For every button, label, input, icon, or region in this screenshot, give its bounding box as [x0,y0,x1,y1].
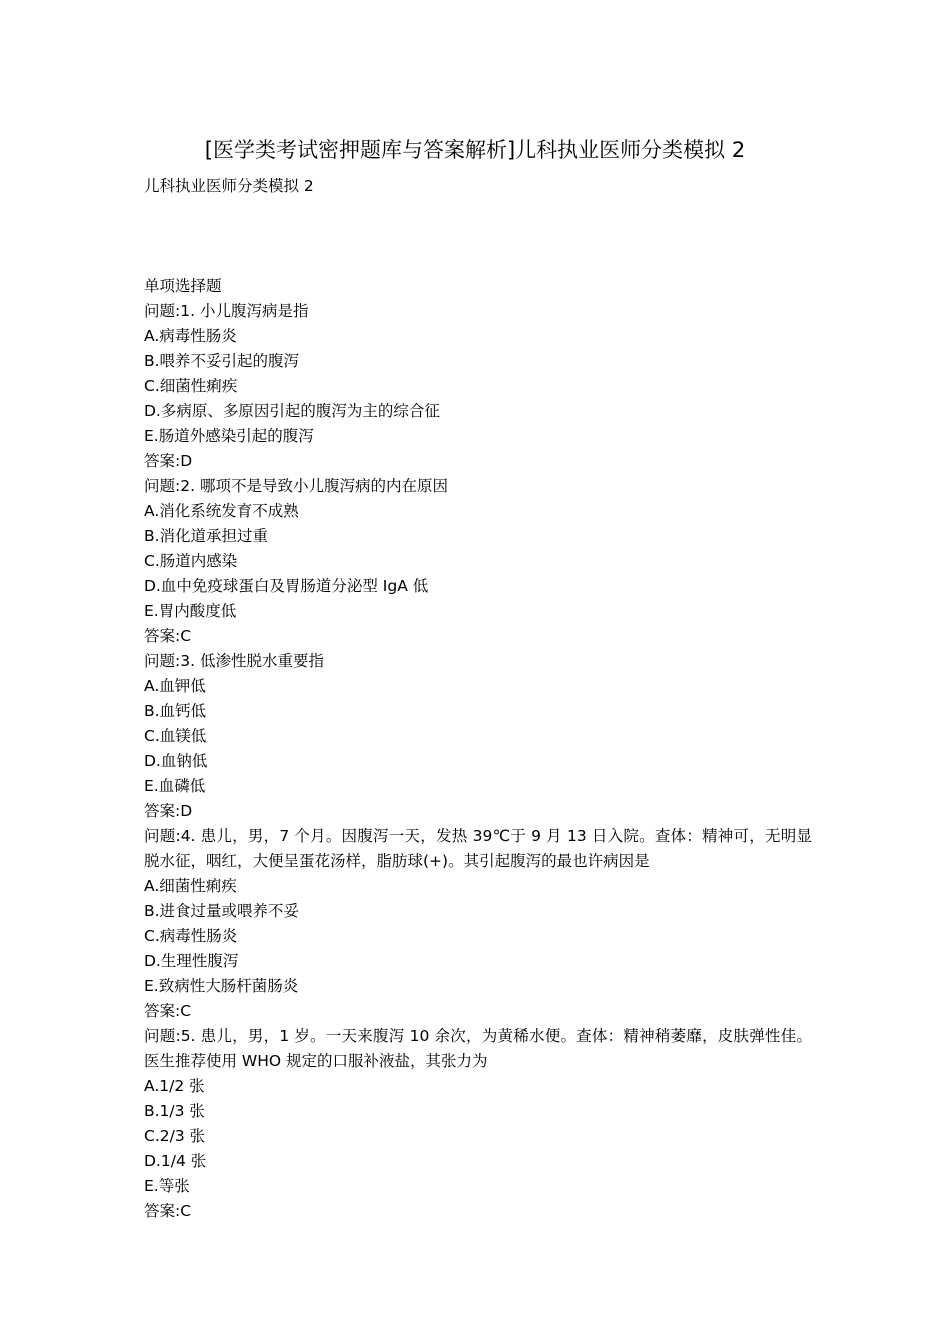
question-stem: 问题:2. 哪项不是导致小儿腹泻病的内在原因 [144,477,448,495]
option-a: A.消化系统发育不成熟 [144,502,299,520]
option-a: A.1/2 张 [144,1077,205,1095]
option-e: E.等张 [144,1177,190,1195]
option-c: C.细菌性痢疾 [144,377,238,395]
option-a: A.病毒性肠炎 [144,327,237,345]
option-b: B.1/3 张 [144,1102,205,1120]
section-heading: 单项选择题 [144,277,222,295]
option-b: B.血钙低 [144,702,207,720]
option-c: C.2/3 张 [144,1127,206,1145]
option-b: B.喂养不妥引起的腹泻 [144,352,300,370]
option-c: C.病毒性肠炎 [144,927,238,945]
option-e: E.肠道外感染引起的腹泻 [144,427,314,445]
question-list [144,274,812,1224]
document-title: [医学类考试密押题库与答案解析]儿科执业医师分类模拟 2 [204,138,746,162]
option-b: B.消化道承担过重 [144,527,269,545]
option-e: E.致病性大肠杆菌肠炎 [144,977,299,995]
answer: 答案:D [144,452,193,470]
option-b: B.进食过量或喂养不妥 [144,902,300,920]
option-d: D.生理性腹泻 [144,952,239,970]
option-a: A.血钾低 [144,677,206,695]
answer: 答案:C [144,627,192,645]
option-e: E.胃内酸度低 [144,602,237,620]
question-stem: 问题:4. 患儿，男，7 个月。因腹泻一天，发热 39℃于 9 月 13 日入院。查体：精神可，无明显脱水征，咽红，大便呈蛋花汤样，脂肪球(+)。其引起腹泻的最也许病因是 [144,827,812,870]
option-d: D.1/4 张 [144,1152,207,1170]
document-subtitle: 儿科执业医师分类模拟 2 [144,177,314,195]
question-stem: 问题:3. 低渗性脱水重要指 [144,652,324,670]
option-e: E.血磷低 [144,777,206,795]
option-d: D.血中免疫球蛋白及胃肠道分泌型 IgA 低 [144,577,429,595]
answer: 答案:D [144,802,193,820]
option-c: C.血镁低 [144,727,207,745]
question-stem: 问题:5. 患儿，男，1 岁。一天来腹泻 10 余次，为黄稀水便。查体：精神稍萎靡，皮肤弹性佳。医生推荐使用 WHO 规定的口服补液盐，其张力为 [144,1027,812,1070]
answer: 答案:C [144,1002,192,1020]
option-c: C.肠道内感染 [144,552,238,570]
question-stem: 问题:1. 小儿腹泻病是指 [144,302,309,320]
option-a: A.细菌性痢疾 [144,877,237,895]
answer: 答案:C [144,1202,192,1220]
option-d: D.血钠低 [144,752,208,770]
option-d: D.多病原、多原因引起的腹泻为主的综合征 [144,402,440,420]
